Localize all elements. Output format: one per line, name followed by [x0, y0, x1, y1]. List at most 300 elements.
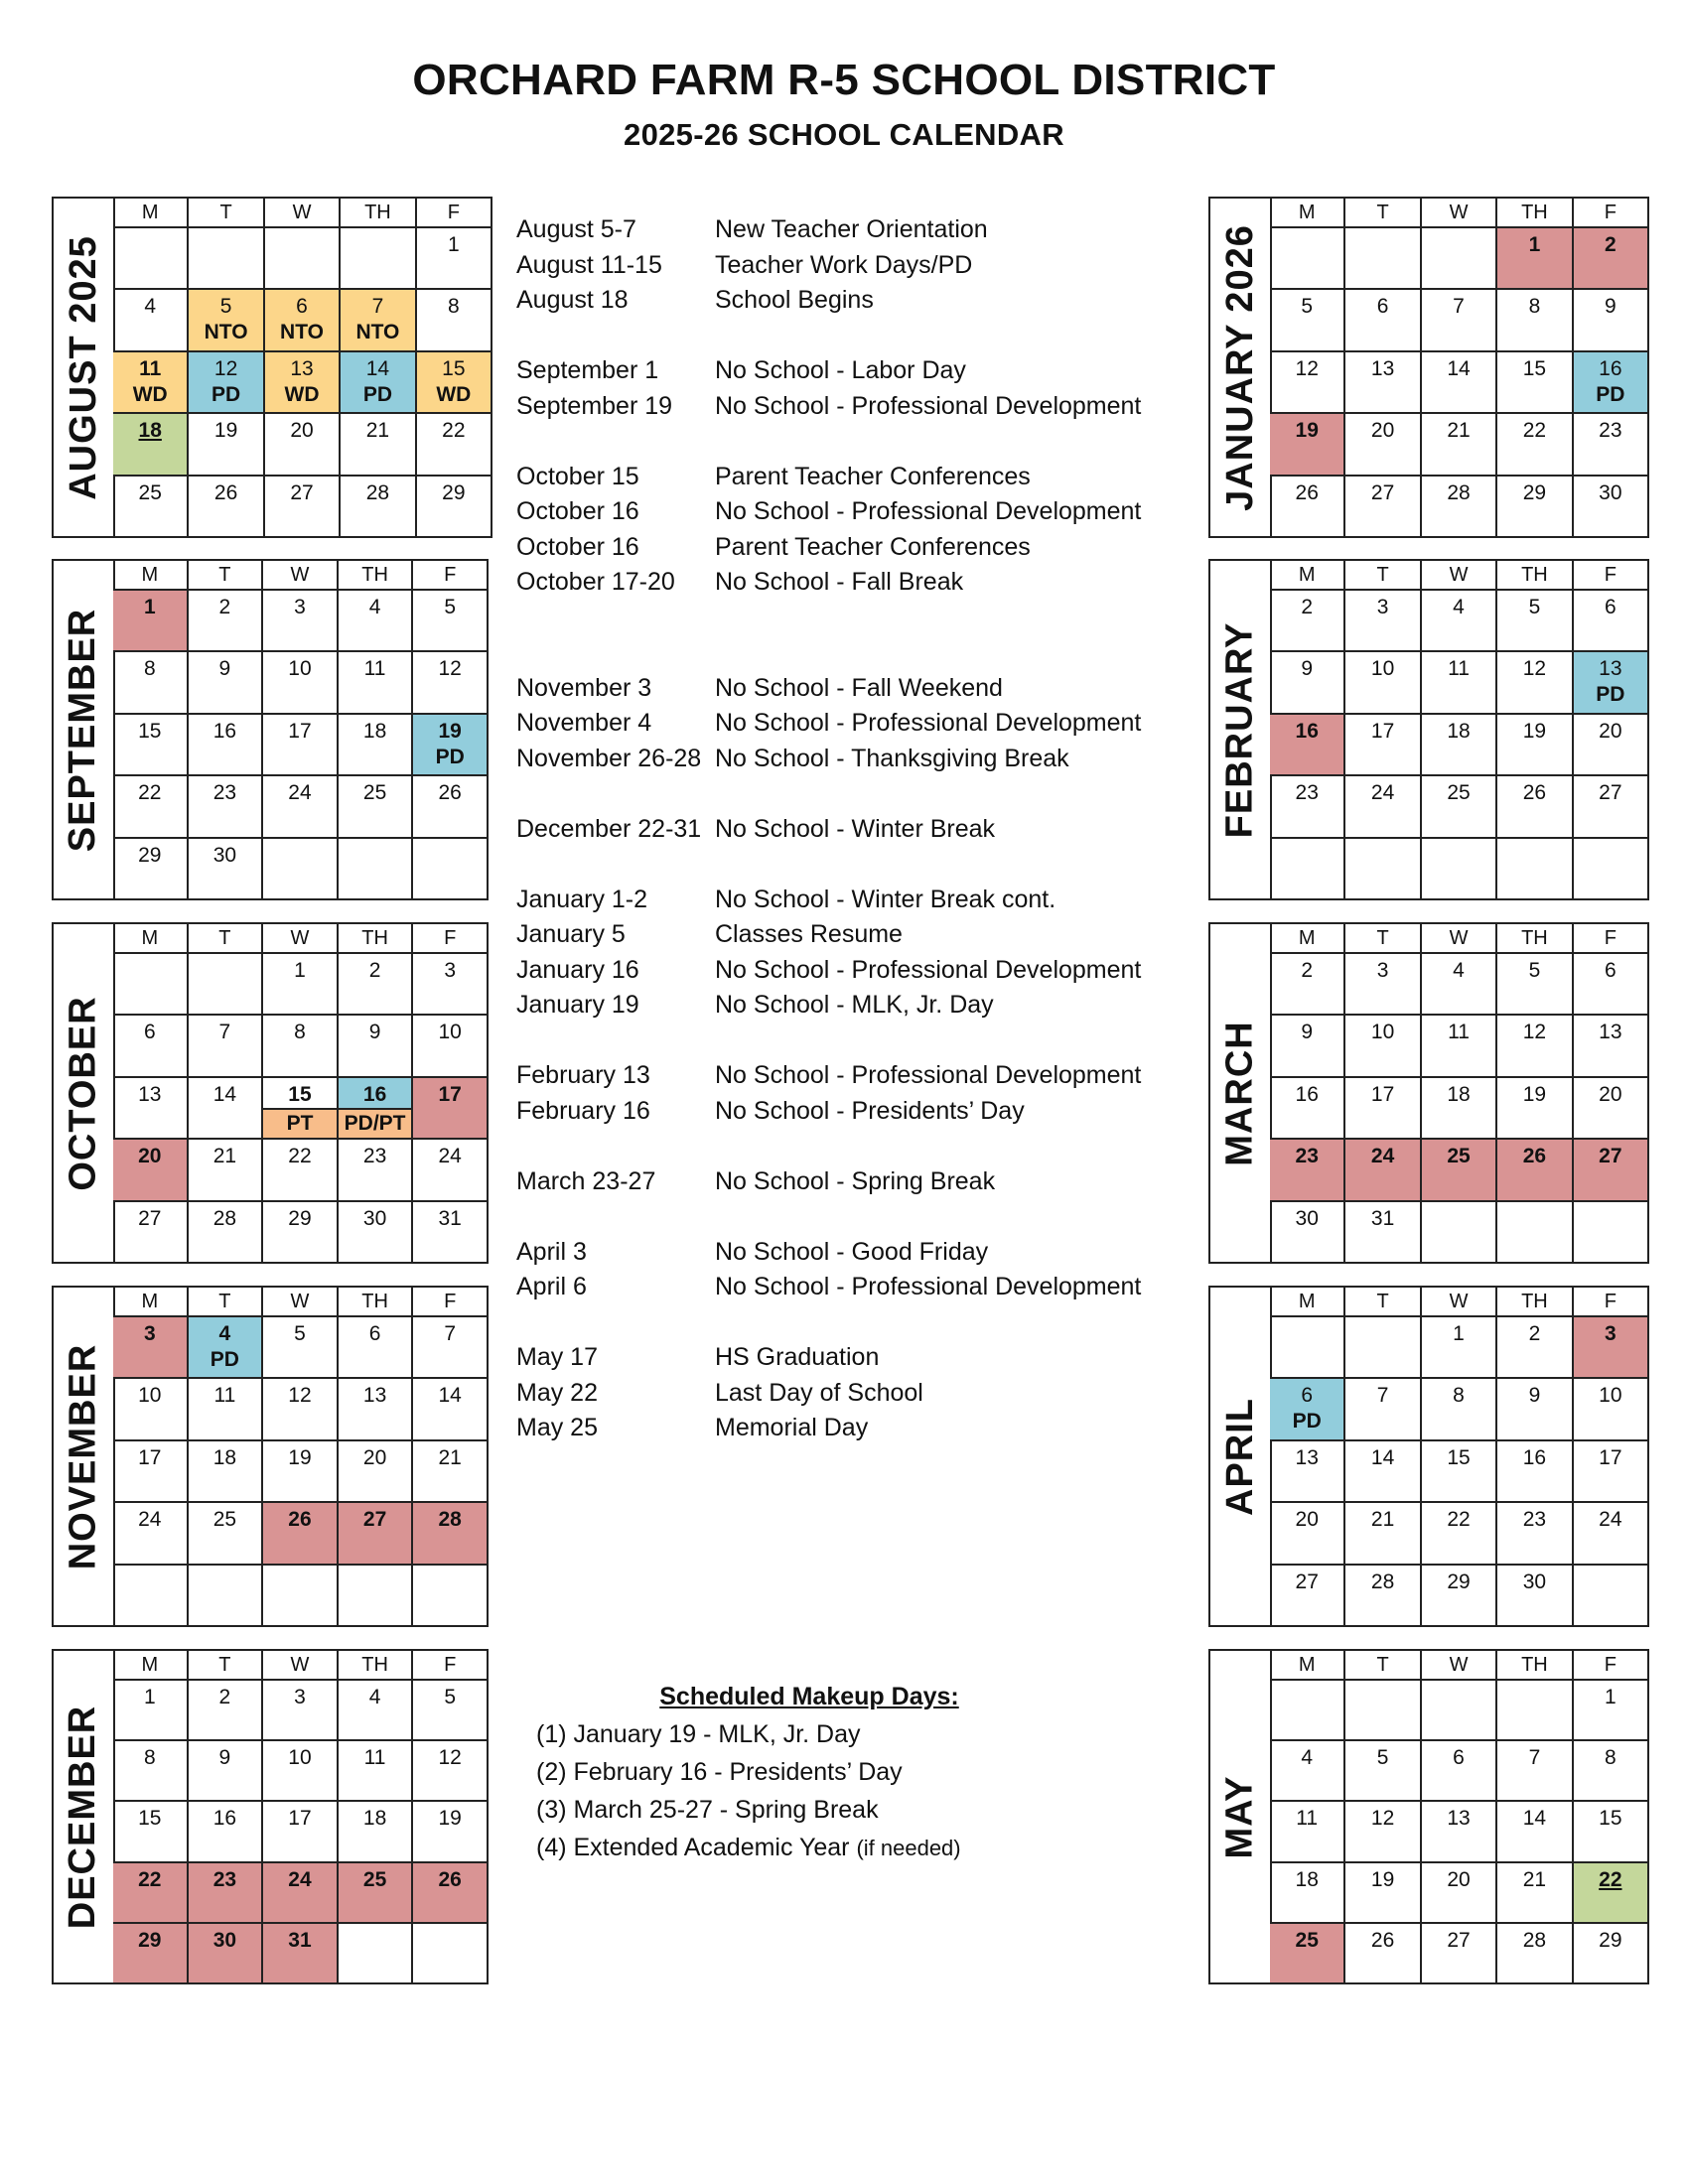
day-number: 15	[138, 1807, 162, 1831]
day-cell	[1270, 1140, 1343, 1199]
weekday-header	[113, 561, 487, 591]
event-row	[516, 494, 1172, 530]
day-cell	[411, 1741, 487, 1800]
day-cell	[1495, 652, 1571, 712]
day-number: 26	[438, 1867, 462, 1891]
event-date: November 3	[516, 673, 652, 702]
day-number: 20	[290, 419, 314, 443]
day-number: 4	[368, 596, 381, 618]
week-row	[1270, 1922, 1647, 1982]
day-number: 30	[1295, 1206, 1319, 1230]
week-row	[113, 1014, 487, 1075]
event-desc: School Begins	[715, 286, 874, 314]
day-cell	[113, 1078, 187, 1138]
weekday-label: M	[141, 1654, 159, 1676]
day-number: 7	[218, 1021, 231, 1044]
day-cell	[113, 1379, 187, 1438]
day-cell	[1270, 1503, 1343, 1563]
day-cell	[1343, 352, 1419, 412]
day-number: 5	[1301, 295, 1314, 319]
day-number: 23	[212, 781, 237, 805]
day-number: 17	[1370, 1082, 1395, 1106]
day-number: 14	[365, 356, 390, 380]
day-number: 3	[1376, 596, 1389, 618]
week-row	[113, 1138, 487, 1199]
week-row	[113, 350, 491, 412]
weekday-label: W	[261, 924, 337, 952]
event-desc: No School - Winter Break cont.	[715, 885, 1056, 913]
day-number: 10	[288, 657, 312, 681]
month-october	[52, 922, 489, 1264]
day-number: 22	[442, 419, 466, 443]
day-cell	[1270, 1202, 1343, 1262]
month-grid	[113, 561, 487, 898]
day-number: 30	[1522, 1570, 1547, 1593]
weekday-label: TH	[1495, 924, 1571, 952]
day-number: 3	[294, 596, 306, 618]
day-cell	[261, 1202, 337, 1262]
event-date	[516, 635, 715, 671]
weekday-label: W	[1420, 199, 1495, 226]
weekday-label: M	[141, 202, 159, 223]
month-name: OCTOBER	[62, 995, 104, 1191]
day-number: 24	[138, 1508, 162, 1532]
day-cell	[1343, 652, 1419, 712]
weekday-label: F	[411, 561, 487, 589]
weeks	[1270, 228, 1647, 536]
day-cell	[1420, 228, 1495, 288]
day-cell	[113, 1016, 187, 1075]
day-number: 27	[1295, 1570, 1319, 1593]
event-row	[516, 883, 1172, 918]
month-label	[54, 199, 115, 536]
day-number	[1422, 1202, 1495, 1206]
event-date	[516, 601, 715, 636]
day-number: 27	[290, 480, 314, 504]
day-number: 29	[138, 843, 162, 867]
day-number: 2	[1301, 596, 1314, 618]
day-cell	[1495, 352, 1571, 412]
day-cell	[1495, 228, 1571, 288]
day-cell	[1495, 290, 1571, 349]
day-number: 18	[1447, 1082, 1471, 1106]
day-number: 20	[1295, 1508, 1319, 1532]
day-number: 12	[1370, 1807, 1395, 1831]
day-cell	[113, 1441, 187, 1501]
day-number: 1	[1528, 233, 1541, 256]
day-cell	[1270, 228, 1343, 288]
day-code: WD	[436, 382, 472, 406]
day-number	[1345, 839, 1419, 843]
day-number	[1345, 1317, 1419, 1321]
day-number: 3	[444, 959, 457, 982]
event-row	[516, 601, 1172, 636]
day-number: 31	[1370, 1206, 1395, 1230]
month-name: FEBRUARY	[1218, 621, 1261, 838]
day-cell	[187, 776, 262, 836]
day-number: 7	[1453, 295, 1465, 319]
day-number: 9	[218, 657, 231, 681]
day-number: 27	[1447, 1928, 1471, 1952]
day-number: 19	[1370, 1867, 1395, 1891]
event-date: May 22	[516, 1378, 598, 1407]
day-cell	[1270, 414, 1343, 474]
day-number: 22	[288, 1145, 312, 1168]
day-number: 5	[1528, 959, 1541, 982]
day-number: 19	[1295, 419, 1319, 443]
event-row	[516, 635, 1172, 671]
day-cell	[1572, 1503, 1647, 1563]
day-number: 13	[290, 356, 314, 380]
event-list	[516, 212, 1172, 1446]
weekday-label: W	[261, 1288, 337, 1315]
day-cell	[187, 1441, 262, 1501]
event-row	[516, 671, 1172, 707]
day-cell	[261, 1078, 337, 1138]
day-cell	[1343, 1016, 1419, 1075]
day-cell	[415, 290, 491, 349]
day-cell	[1495, 1379, 1571, 1438]
day-cell	[411, 591, 487, 650]
day-code: PD	[1596, 382, 1625, 406]
day-number: 4	[1453, 959, 1465, 982]
day-cell	[263, 290, 339, 349]
week-row	[1270, 1739, 1647, 1800]
day-cell	[411, 776, 487, 836]
day-number: 11	[1448, 657, 1470, 681]
day-number: 18	[1295, 1867, 1319, 1891]
day-number: 3	[1376, 959, 1389, 982]
event-desc: No School - MLK, Jr. Day	[715, 991, 994, 1019]
weekday-label: F	[1572, 1651, 1647, 1679]
day-cell	[339, 290, 414, 349]
week-row	[113, 774, 487, 836]
day-number: 20	[138, 1145, 162, 1168]
weekday-label: M	[141, 564, 159, 586]
day-code: PD	[1596, 683, 1625, 707]
day-cell	[337, 715, 412, 774]
day-number: 15	[442, 356, 466, 380]
day-cell	[261, 1317, 337, 1377]
weekday-label: W	[1420, 1651, 1495, 1679]
week-row	[113, 288, 491, 349]
month-grid	[1270, 561, 1647, 898]
day-number: 6	[368, 1322, 381, 1345]
day-number: 11	[139, 356, 162, 380]
day-number	[113, 1566, 187, 1570]
weekday-header	[1270, 561, 1647, 591]
day-number: 8	[143, 657, 156, 681]
weekday-header	[113, 1651, 487, 1681]
month-name: APRIL	[1218, 1397, 1261, 1516]
day-cell	[113, 290, 187, 349]
event-row	[516, 212, 1172, 248]
day-cell	[1420, 1681, 1495, 1739]
event-date: November 26-28	[516, 744, 702, 772]
day-number: 12	[438, 657, 462, 681]
event-desc: No School - Fall Weekend	[715, 673, 1003, 702]
day-number	[1345, 228, 1419, 232]
day-number: 30	[212, 1928, 237, 1952]
day-code: PD/PT	[339, 1108, 412, 1138]
day-number: 3	[143, 1322, 156, 1345]
day-number: 19	[288, 1445, 312, 1469]
day-cell	[411, 1566, 487, 1625]
week-row	[1270, 475, 1647, 536]
day-number: 10	[138, 1384, 162, 1408]
month-name: SEPTEMBER	[62, 608, 104, 852]
day-cell	[1270, 1924, 1343, 1982]
day-cell	[1343, 290, 1419, 349]
day-number: 27	[1370, 480, 1395, 504]
day-number: 28	[1447, 480, 1471, 504]
day-number: 5	[1376, 1746, 1389, 1770]
event-desc: Teacher Work Days/PD	[715, 250, 973, 279]
event-date: October 16	[516, 497, 639, 525]
day-cell	[1270, 652, 1343, 712]
day-number	[113, 954, 187, 958]
weekday-label: F	[1572, 924, 1647, 952]
day-number: 11	[363, 1746, 386, 1770]
event-row	[516, 565, 1172, 601]
day-code: PD	[362, 382, 393, 406]
month-grid	[113, 1288, 487, 1625]
day-number: 6	[296, 295, 308, 319]
day-cell	[187, 715, 262, 774]
day-number: 28	[212, 1206, 237, 1230]
day-code: PD	[210, 1348, 239, 1371]
day-cell	[1343, 839, 1419, 898]
day-cell	[1420, 1317, 1495, 1377]
day-cell	[1495, 1078, 1571, 1138]
day-number	[339, 839, 412, 843]
day-cell	[411, 1441, 487, 1501]
week-row	[113, 1200, 487, 1262]
day-cell	[411, 1924, 487, 1982]
day-cell	[187, 1140, 262, 1199]
event-date: October 17-20	[516, 568, 675, 596]
day-number: 16	[1522, 1445, 1547, 1469]
day-cell	[1420, 776, 1495, 836]
day-number: 13	[1599, 1021, 1622, 1044]
day-number: 3	[294, 1686, 306, 1708]
weekday-label: M	[141, 1291, 159, 1312]
day-cell	[1572, 1078, 1647, 1138]
day-number: 1	[294, 959, 306, 982]
event-desc: HS Graduation	[715, 1343, 880, 1371]
month-label	[1210, 561, 1272, 898]
weekday-label: W	[263, 199, 339, 226]
week-row	[1270, 1564, 1647, 1625]
weekday-label: TH	[337, 561, 412, 589]
day-cell	[113, 1863, 187, 1922]
weekday-label: T	[1343, 1651, 1419, 1679]
weekday-label: TH	[1495, 561, 1571, 589]
day-code: PD	[211, 382, 241, 406]
day-cell	[1572, 1016, 1647, 1075]
day-cell	[1343, 1924, 1419, 1982]
day-cell	[1495, 1441, 1571, 1501]
day-number	[1270, 1317, 1343, 1321]
day-number: 9	[1301, 1021, 1314, 1044]
day-number: 11	[1296, 1807, 1319, 1831]
day-cell	[261, 652, 337, 712]
event-date: August 11-15	[516, 250, 662, 279]
event-date: August 5-7	[516, 215, 636, 243]
day-number: 16	[1295, 1082, 1319, 1106]
day-number: 23	[212, 1867, 237, 1891]
day-number: 15	[1522, 356, 1547, 380]
day-number: 31	[288, 1928, 312, 1952]
day-cell	[187, 1503, 262, 1563]
day-number: 25	[138, 480, 162, 504]
day-number: 20	[1599, 1082, 1622, 1106]
weekday-label: F	[1572, 561, 1647, 589]
event-date: August 18	[516, 286, 629, 314]
day-code: NTO	[280, 321, 324, 344]
makeup-heading: Scheduled Makeup Days:	[659, 1683, 959, 1710]
day-number: 15	[138, 719, 162, 743]
day-number: 29	[1522, 480, 1547, 504]
day-cell	[187, 1016, 262, 1075]
day-number: 24	[438, 1145, 462, 1168]
month-august	[52, 197, 492, 538]
day-number: 10	[1599, 1384, 1622, 1408]
day-cell	[337, 591, 412, 650]
month-label	[1210, 1288, 1272, 1625]
day-number: 28	[1522, 1928, 1547, 1952]
day-cell	[263, 228, 339, 288]
day-cell	[187, 591, 262, 650]
event-desc: Classes Resume	[715, 920, 903, 948]
day-cell	[1343, 1863, 1419, 1922]
weekday-label: TH	[1495, 1288, 1571, 1315]
day-number: 14	[1522, 1807, 1547, 1831]
week-row	[1270, 713, 1647, 774]
day-cell	[337, 954, 412, 1014]
makeup-days	[536, 1678, 1053, 1867]
day-cell	[1495, 1202, 1571, 1262]
day-number: 9	[1528, 1384, 1541, 1408]
event-desc: No School - Professional Development	[715, 497, 1142, 525]
day-number: 14	[1370, 1445, 1395, 1469]
month-name: MAY	[1218, 1775, 1261, 1858]
day-cell	[337, 1016, 412, 1075]
weeks	[113, 954, 487, 1262]
weekday-label: TH	[1495, 1651, 1571, 1679]
month-name: DECEMBER	[62, 1705, 104, 1929]
day-cell	[1572, 652, 1647, 712]
week-row	[1270, 1681, 1647, 1739]
week-row	[113, 591, 487, 650]
day-cell	[1343, 1379, 1419, 1438]
month-grid	[113, 199, 491, 536]
event-date: November 4	[516, 709, 652, 737]
makeup-note: (if needed)	[856, 1836, 961, 1860]
weekday-header	[1270, 199, 1647, 228]
day-cell	[1343, 954, 1419, 1014]
month-grid	[1270, 924, 1647, 1262]
weekday-label: W	[261, 561, 337, 589]
day-number	[263, 1566, 337, 1570]
day-cell	[1343, 776, 1419, 836]
day-code: PT	[263, 1108, 337, 1138]
week-row	[113, 1501, 487, 1563]
day-number: 10	[1370, 1021, 1395, 1044]
day-cell	[1572, 1863, 1647, 1922]
day-number: 16	[212, 1807, 237, 1831]
day-cell	[1270, 715, 1343, 774]
event-row	[516, 1058, 1172, 1094]
day-number: 15	[288, 1082, 312, 1106]
weekday-label: M	[1298, 1654, 1316, 1676]
month-december	[52, 1649, 489, 1984]
day-number: 26	[213, 480, 238, 504]
day-number: 2	[368, 959, 381, 982]
month-label	[54, 1288, 115, 1625]
week-row	[1270, 288, 1647, 349]
day-cell	[113, 1566, 187, 1625]
event-date: February 13	[516, 1061, 650, 1089]
month-label	[1210, 199, 1272, 536]
makeup-item: (1) January 19 - MLK, Jr. Day	[536, 1720, 861, 1748]
event-row	[516, 1411, 1172, 1446]
day-cell	[187, 1379, 262, 1438]
day-cell	[1572, 1741, 1647, 1800]
day-number: 24	[1599, 1508, 1622, 1532]
day-cell	[411, 1379, 487, 1438]
day-number: 28	[365, 480, 390, 504]
day-cell	[1420, 715, 1495, 774]
day-number: 25	[362, 1867, 387, 1891]
day-cell	[113, 228, 187, 288]
day-cell	[415, 352, 491, 412]
event-date: April 3	[516, 1237, 587, 1266]
event-date: October 16	[516, 532, 639, 561]
day-cell	[411, 1802, 487, 1860]
week-row	[1270, 412, 1647, 474]
event-row	[516, 706, 1172, 742]
weekday-label: M	[141, 927, 159, 949]
event-desc: Parent Teacher Conferences	[715, 462, 1031, 490]
weekday-label: F	[1572, 1288, 1647, 1315]
event-desc: No School - Labor Day	[715, 356, 966, 384]
week-row	[113, 1739, 487, 1800]
day-number	[263, 839, 337, 843]
day-number: 9	[218, 1746, 231, 1770]
day-number: 25	[212, 1508, 237, 1532]
event-desc: No School - Professional Development	[715, 709, 1142, 737]
day-cell	[187, 1566, 262, 1625]
week-row	[1270, 1317, 1647, 1377]
day-cell	[113, 776, 187, 836]
day-cell	[411, 1681, 487, 1739]
event-date: May 17	[516, 1343, 598, 1371]
weeks	[113, 1317, 487, 1625]
event-desc: New Teacher Orientation	[715, 215, 988, 243]
week-row	[1270, 591, 1647, 650]
day-cell	[1495, 776, 1571, 836]
month-february	[1208, 559, 1649, 900]
day-number: 7	[1376, 1384, 1389, 1408]
week-row	[113, 475, 491, 536]
day-cell	[261, 1924, 337, 1982]
weekday-label: M	[1298, 1291, 1316, 1312]
month-grid	[1270, 1651, 1647, 1982]
event-desc: No School - Fall Break	[715, 568, 964, 596]
month-label	[54, 1651, 115, 1982]
day-cell	[1270, 1566, 1343, 1625]
